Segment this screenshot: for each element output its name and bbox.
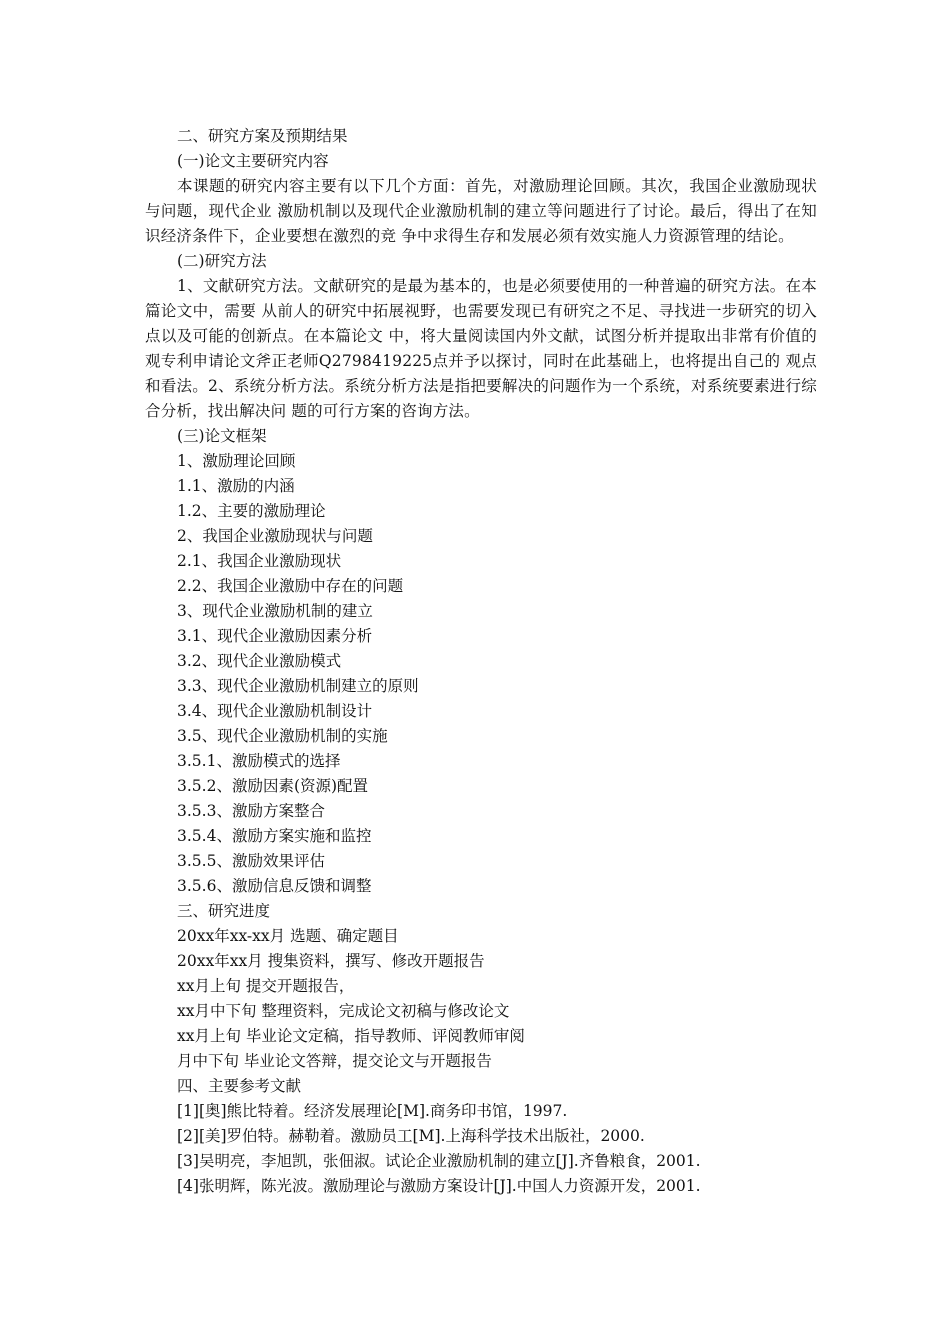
schedule-item: xx月上旬 提交开题报告， [177,977,355,995]
outline-item: 3.1、现代企业激励因素分析 [177,627,373,645]
document-page [145,124,817,1199]
outline-item: 3.5、现代企业激励机制的实施 [177,727,388,745]
body-paragraph: 1、文献研究方法。文献研究的是最为基本的，也是必须要使用的一种普遍的研究方法。在本篇论文中，需要 从前人的研究中拓展视野，也需要发现已有研究之不足、寻找进一步研究的切入点以及可能的创新点。在本篇论文 中，将大量阅读国内外文献，试图分析并提取出非常有价值的观专利申请论文斧正老师Q2798419225点并予以探讨，同时在此基础上，也将提出自己的 观点和看法。2、系统分析方法。系统分析方法是指把要解决的问题作为一个系统，对系统要素进行综合分析，找出解决问 题的可行方案的咨询方法。 [145,277,817,420]
outline-item: 3.5.6、激励信息反馈和调整 [177,877,372,895]
section-heading: 四、主要参考文献 [177,1077,302,1095]
outline-item: 3.3、现代企业激励机制建立的原则 [177,677,419,695]
reference-item: [4]张明辉，陈光波。激励理论与激励方案设计[J].中国人力资源开发，2001. [177,1177,701,1195]
body-paragraph: 本课题的研究内容主要有以下几个方面：首先，对激励理论回顾。其次，我国企业激励现状与问题，现代企业 激励机制以及现代企业激励机制的建立等问题进行了讨论。最后，得出了在知识经济条件下，企业要想在激烈的竞 争中求得生存和发展必须有效实施人力资源管理的结论。 [145,177,817,245]
outline-item: 3.5.1、激励模式的选择 [177,752,341,770]
subsection-heading: (一)论文主要研究内容 [177,152,329,170]
reference-item: [3]吴明亮，李旭凯，张佃淑。试论企业激励机制的建立[J].齐鲁粮食，2001. [177,1152,701,1170]
outline-item: 1.2、主要的激励理论 [177,502,326,520]
outline-item: 1、激励理论回顾 [177,452,296,470]
outline-item: 3.4、现代企业激励机制设计 [177,702,373,720]
reference-item: [2][美]罗伯特。赫勒着。激励员工[M].上海科学技术出版社，2000. [177,1127,645,1145]
outline-item: 3.5.2、激励因素(资源)配置 [177,777,369,795]
section-heading: 二、研究方案及预期结果 [177,127,348,145]
outline-item: 3.5.5、激励效果评估 [177,852,325,870]
reference-item: [1][奥]熊比特着。经济发展理论[M].商务印书馆，1997. [177,1102,568,1120]
outline-item: 3.2、现代企业激励模式 [177,652,342,670]
schedule-item: 20xx年xx-xx月 选题、确定题目 [177,927,399,945]
section-heading: 三、研究进度 [177,902,271,920]
outline-item: 2.2、我国企业激励中存在的问题 [177,577,404,595]
schedule-list [145,924,817,1074]
subsection-heading: (三)论文框架 [177,427,267,445]
subsection-heading: (二)研究方法 [177,252,267,270]
outline-item: 1.1、激励的内涵 [177,477,295,495]
outline-list [145,449,817,899]
outline-item: 3.5.4、激励方案实施和监控 [177,827,372,845]
schedule-item: xx月上旬 毕业论文定稿，指导教师、评阅教师审阅 [177,1027,525,1045]
outline-item: 3、现代企业激励机制的建立 [177,602,373,620]
schedule-item: 月中下旬 毕业论文答辩，提交论文与开题报告 [177,1052,492,1070]
reference-list [145,1099,817,1199]
outline-item: 2.1、我国企业激励现状 [177,552,342,570]
schedule-item: 20xx年xx月 搜集资料，撰写、修改开题报告 [177,952,485,970]
outline-item: 2、我国企业激励现状与问题 [177,527,373,545]
outline-item: 3.5.3、激励方案整合 [177,802,325,820]
schedule-item: xx月中下旬 整理资料，完成论文初稿与修改论文 [177,1002,510,1020]
